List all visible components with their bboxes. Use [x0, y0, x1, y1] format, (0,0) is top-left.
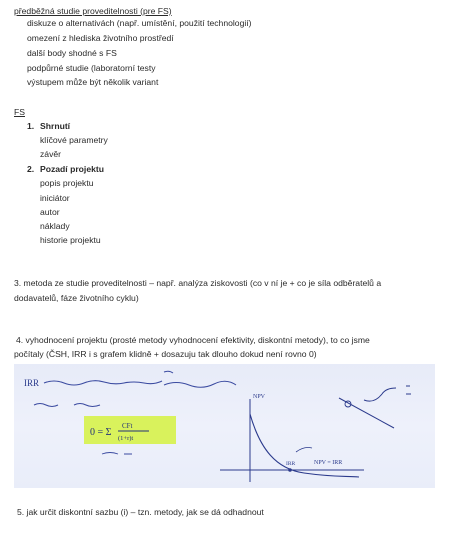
fs-group-number: 2. — [27, 164, 35, 174]
scribble — [164, 381, 236, 387]
irr-mark: IRR — [286, 461, 296, 467]
npv-curve — [250, 414, 359, 477]
list-item: historie projektu — [40, 235, 101, 245]
formula-denominator: (1+r)t — [118, 435, 134, 442]
handwritten-notes-photo — [14, 364, 435, 488]
paragraph-line: 3. metoda ze studie proveditelnosti – např. analýza ziskovosti (co v ní je + co je síla odběratelů a — [14, 278, 382, 288]
npv-equation: NPV = IRR — [314, 460, 343, 466]
paragraph-line: 5. jak určit diskontní sazbu (i) – tzn. metody, jak se dá odhadnout — [17, 507, 264, 517]
irr-point — [288, 468, 292, 472]
list-item: výstupem může být několik variant — [27, 77, 159, 87]
npv-axis-label: NPV — [253, 394, 266, 400]
fs-group-heading — [27, 121, 70, 132]
section-heading-pre-fs: předběžná studie proveditelnosti (pre FS) — [14, 6, 172, 16]
list-item: závěr — [40, 149, 62, 159]
list-item: iniciátor — [40, 193, 70, 203]
list-item: popis projektu — [40, 178, 94, 188]
paragraph-line: 4. vyhodnocení projektu (prosté metody vyhodnocení efektivity, diskontní metody), to co jsme — [16, 335, 370, 345]
fs-group-number: 1. — [27, 121, 35, 131]
scribble — [164, 371, 173, 373]
scribble — [102, 453, 132, 455]
fs-group-title: Shrnutí — [40, 121, 71, 131]
scribble — [74, 404, 100, 407]
list-item: diskuze o alternativách (např. umístění, použití technologií) — [27, 18, 252, 28]
list-item: další body shodné s FS — [27, 48, 117, 58]
fs-group-heading — [27, 164, 104, 175]
list-item: klíčové parametry — [40, 135, 108, 145]
scribble — [44, 381, 162, 385]
sketch-curve — [364, 388, 396, 401]
formula-numerator: CFt — [122, 422, 133, 430]
sketch-line — [339, 398, 394, 428]
scribble — [34, 404, 58, 407]
paragraph-line: dodavatelů, fáze životního cyklu) — [14, 293, 139, 303]
fs-group-title: Pozadí projektu — [40, 164, 104, 174]
paragraph-line: počítaly (ČSH, IRR i s grafem klidně + dosazuju tak dlouho dokud není rovno 0) — [14, 349, 317, 359]
section-heading-fs: FS — [14, 107, 25, 117]
arrow-scribble — [296, 448, 312, 453]
list-item: omezení z hlediska životního prostředí — [27, 33, 174, 43]
list-item: náklady — [40, 221, 70, 231]
formula-sum: 0 = Σ — [90, 427, 112, 438]
scribble — [406, 386, 411, 394]
handwritten-notes-drawing — [14, 364, 435, 488]
list-item: podpůrné studie (laboratorní testy — [27, 63, 156, 73]
irr-label: IRR — [24, 378, 40, 388]
list-item: autor — [40, 207, 60, 217]
